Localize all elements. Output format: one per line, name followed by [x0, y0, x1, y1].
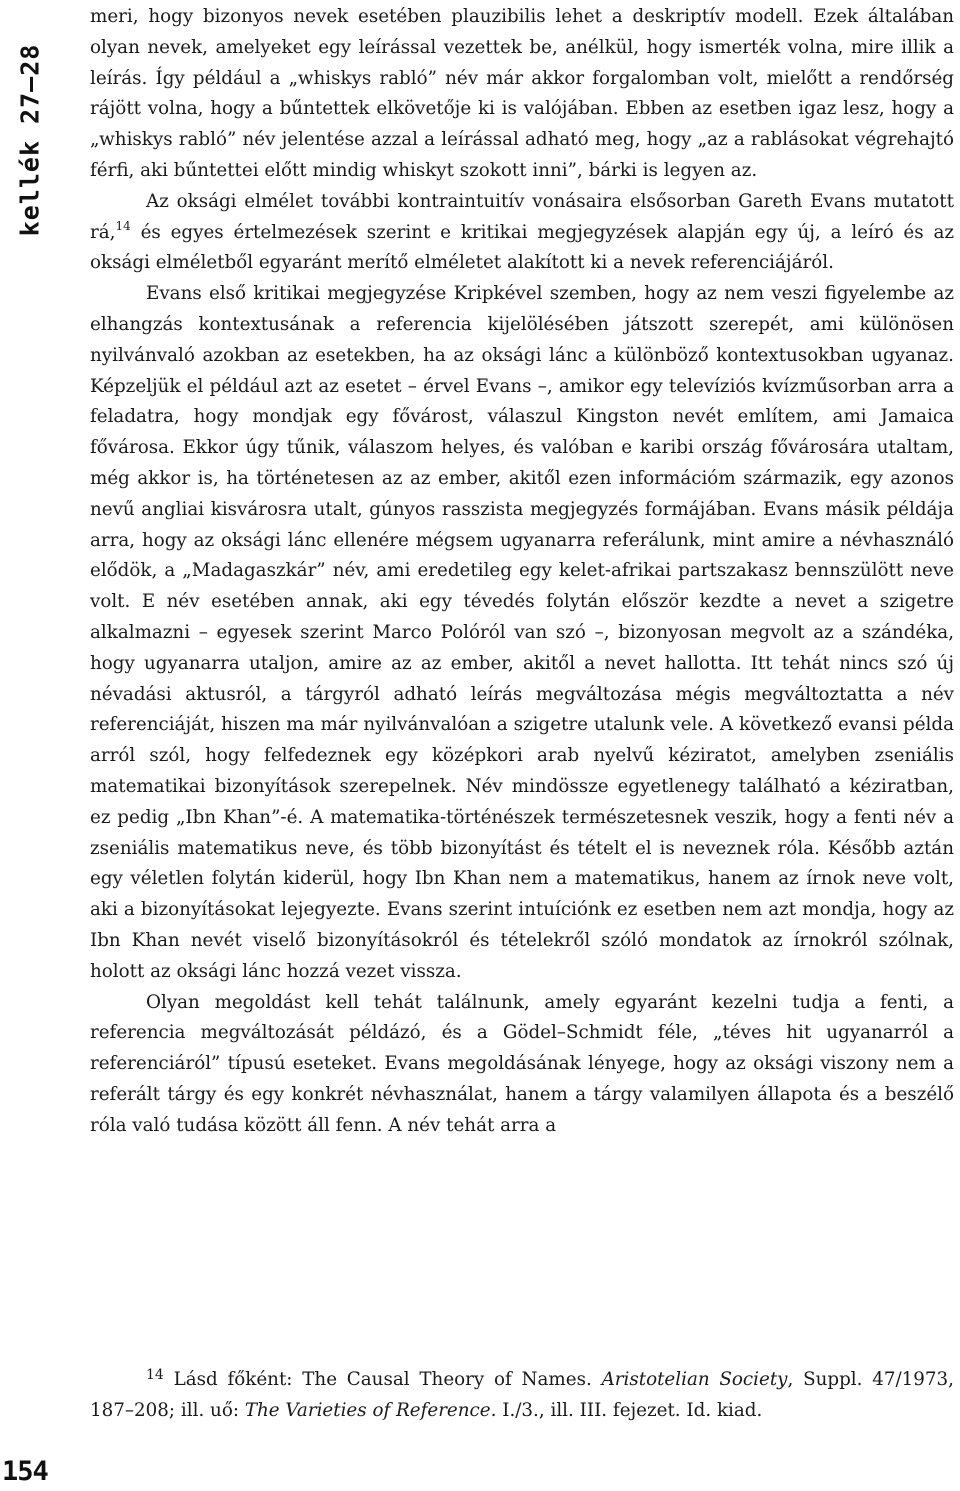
paragraph-4: Olyan megoldást kell tehát találnunk, amely egyaránt kezelni tudja a fenti, a referencia megváltozását példázó, és a Gödel–Schmidt féle, „téves hit ugyanarról a referenciáról” típusú eseteket. Evans megoldásának lényege, hogy az oksági viszony nem a referált tárgy és egy konkrét névhasználat, hanem a tárgy valamilyen állapota és a beszélő róla való tudása között áll fenn. A név tehát arra a — [90, 991, 954, 1136]
paragraph-1: meri, hogy bizonyos nevek esetében plauzibilis lehet a deskriptív modell. Ezek általában olyan nevek, amelyeket egy leírással vezettek be, anélkül, hogy ismerték volna, mire illik a leírás. Így például a „whiskys rabló” név már akkor forgalomban volt, mielőtt a rendőrség rájött volna, hogy a bűntettek elkövetője ki is valójában. Ebben az esetben igaz lesz, hogy a „whiskys rabló” név jelentése azzal a leírással adható meg, hogy „az a rablásokat végrehajtó férfi, aki bűntettei előtt mindig whiskyt szokott inni”, bárki is legyen az. — [90, 6, 954, 181]
paragraph-2-text-b: és egyes értelmezések szerint e kritikai megjegyzések alapján egy új, a leíró és az oksági elméletből egyaránt merítő elméletet alakított ki a nevek referenciájáról. — [90, 221, 954, 274]
footnote-text-3: I./3., ill. III. fejezet. Id. kiad. — [496, 1400, 763, 1421]
paragraph-2-text-a: Az oksági elmélet további kontraintuitív vonásaira elsősorban Gareth Evans mutatott rá, — [90, 190, 954, 243]
paragraph-3: Evans első kritikai megjegyzése Kripkével szemben, hogy az nem veszi figyelembe az elhangzás kontextusának a referencia kijelölésében játszott szerepét, ami különösen nyilvánvaló azokban az esetekben, ha az oksági lánc a különböző kontextusokban ugyanaz. Képzeljük el például azt az esetet – érvel Evans –, amikor egy televíziós kvízműsorban arra a feladatra, hogy mondjak egy fővárost, válaszul Kingston nevét említem, ami Jamaica fővárosa. Ekkor úgy tűnik, válaszom helyes, és valóban e karibi ország fővárosára utaltam, még akkor is, ha történetesen az az ember, akitől ezen információm származik, egy azonos nevű angliai kisvárosra utalt, gúnyos rasszista megjegyzés formájában. Evans másik példája arra, hogy az oksági lánc ellenére mégsem ugyanarra referálunk, mint amire a névhasználó elődök, a „Madagaszkár” név, ami eredetileg egy kelet-afrikai partszakasz bennszülött neve volt. E név esetében annak, aki egy tévedés folytán először kezdte a nevet a szigetre alkalmazni – egyesek szerint Marco Polóról van szó –, bizonyosan megvolt az a szándéka, hogy ugyanarra utaljon, amire az az ember, akitől a nevet hallotta. Itt tehát nincs szó új névadási aktusról, a tárgyról adható leírás megváltozása mégis megváltoztatta a név referenciáját, hiszen ma már nyilvánvalóan a szigetre utalunk vele. A következő evansi példa arról szól, hogy felfedeznek egy középkori arab nyelvű kéziratot, amelyben zseniális matematikai bizonyítások szerepelnek. Név mindössze egyetlenegy található a kéziratban, ez pedig „Ibn Khan”-é. A matematika-történészek természetesnek veszik, hogy a fenti név a zseniális matematikus neve, és több bizonyítást és tételt el is neveznek róla. Később aztán egy véletlen folytán kiderül, hogy Ibn Khan nem a matematikus, hanem az írnok neve volt, aki a bizonyításokat lejegyezte. Evans szerint intuíciónk ez esetben nem azt mondja, hogy az Ibn Khan nevét viselő bizonyításokról és tételekről szóló mondatok az írnokról szólnak, holott az oksági lánc hozzá vezet vissza. — [90, 283, 954, 982]
journal-running-head — [0, 0, 60, 260]
journal-title: kellék 27–28 — [15, 43, 45, 237]
footnote-italic-2: The Varieties of Reference. — [244, 1400, 497, 1421]
footnote-reference[interactable]: 14 — [115, 218, 131, 233]
footnote-italic-1: Aristotelian Society — [601, 1369, 788, 1390]
main-text — [90, 2, 954, 1141]
footnote-14 — [90, 1364, 954, 1426]
paragraph-2 — [90, 187, 954, 279]
footnote-text-2: , Suppl. 47/1973, 187–208; ill. uő: — [90, 1369, 954, 1421]
footnote-text-1: Lásd főként: The Causal Theory of Names. — [163, 1369, 602, 1390]
footnote-number: 14 — [146, 1367, 164, 1383]
page-number: 154 — [2, 1456, 48, 1487]
